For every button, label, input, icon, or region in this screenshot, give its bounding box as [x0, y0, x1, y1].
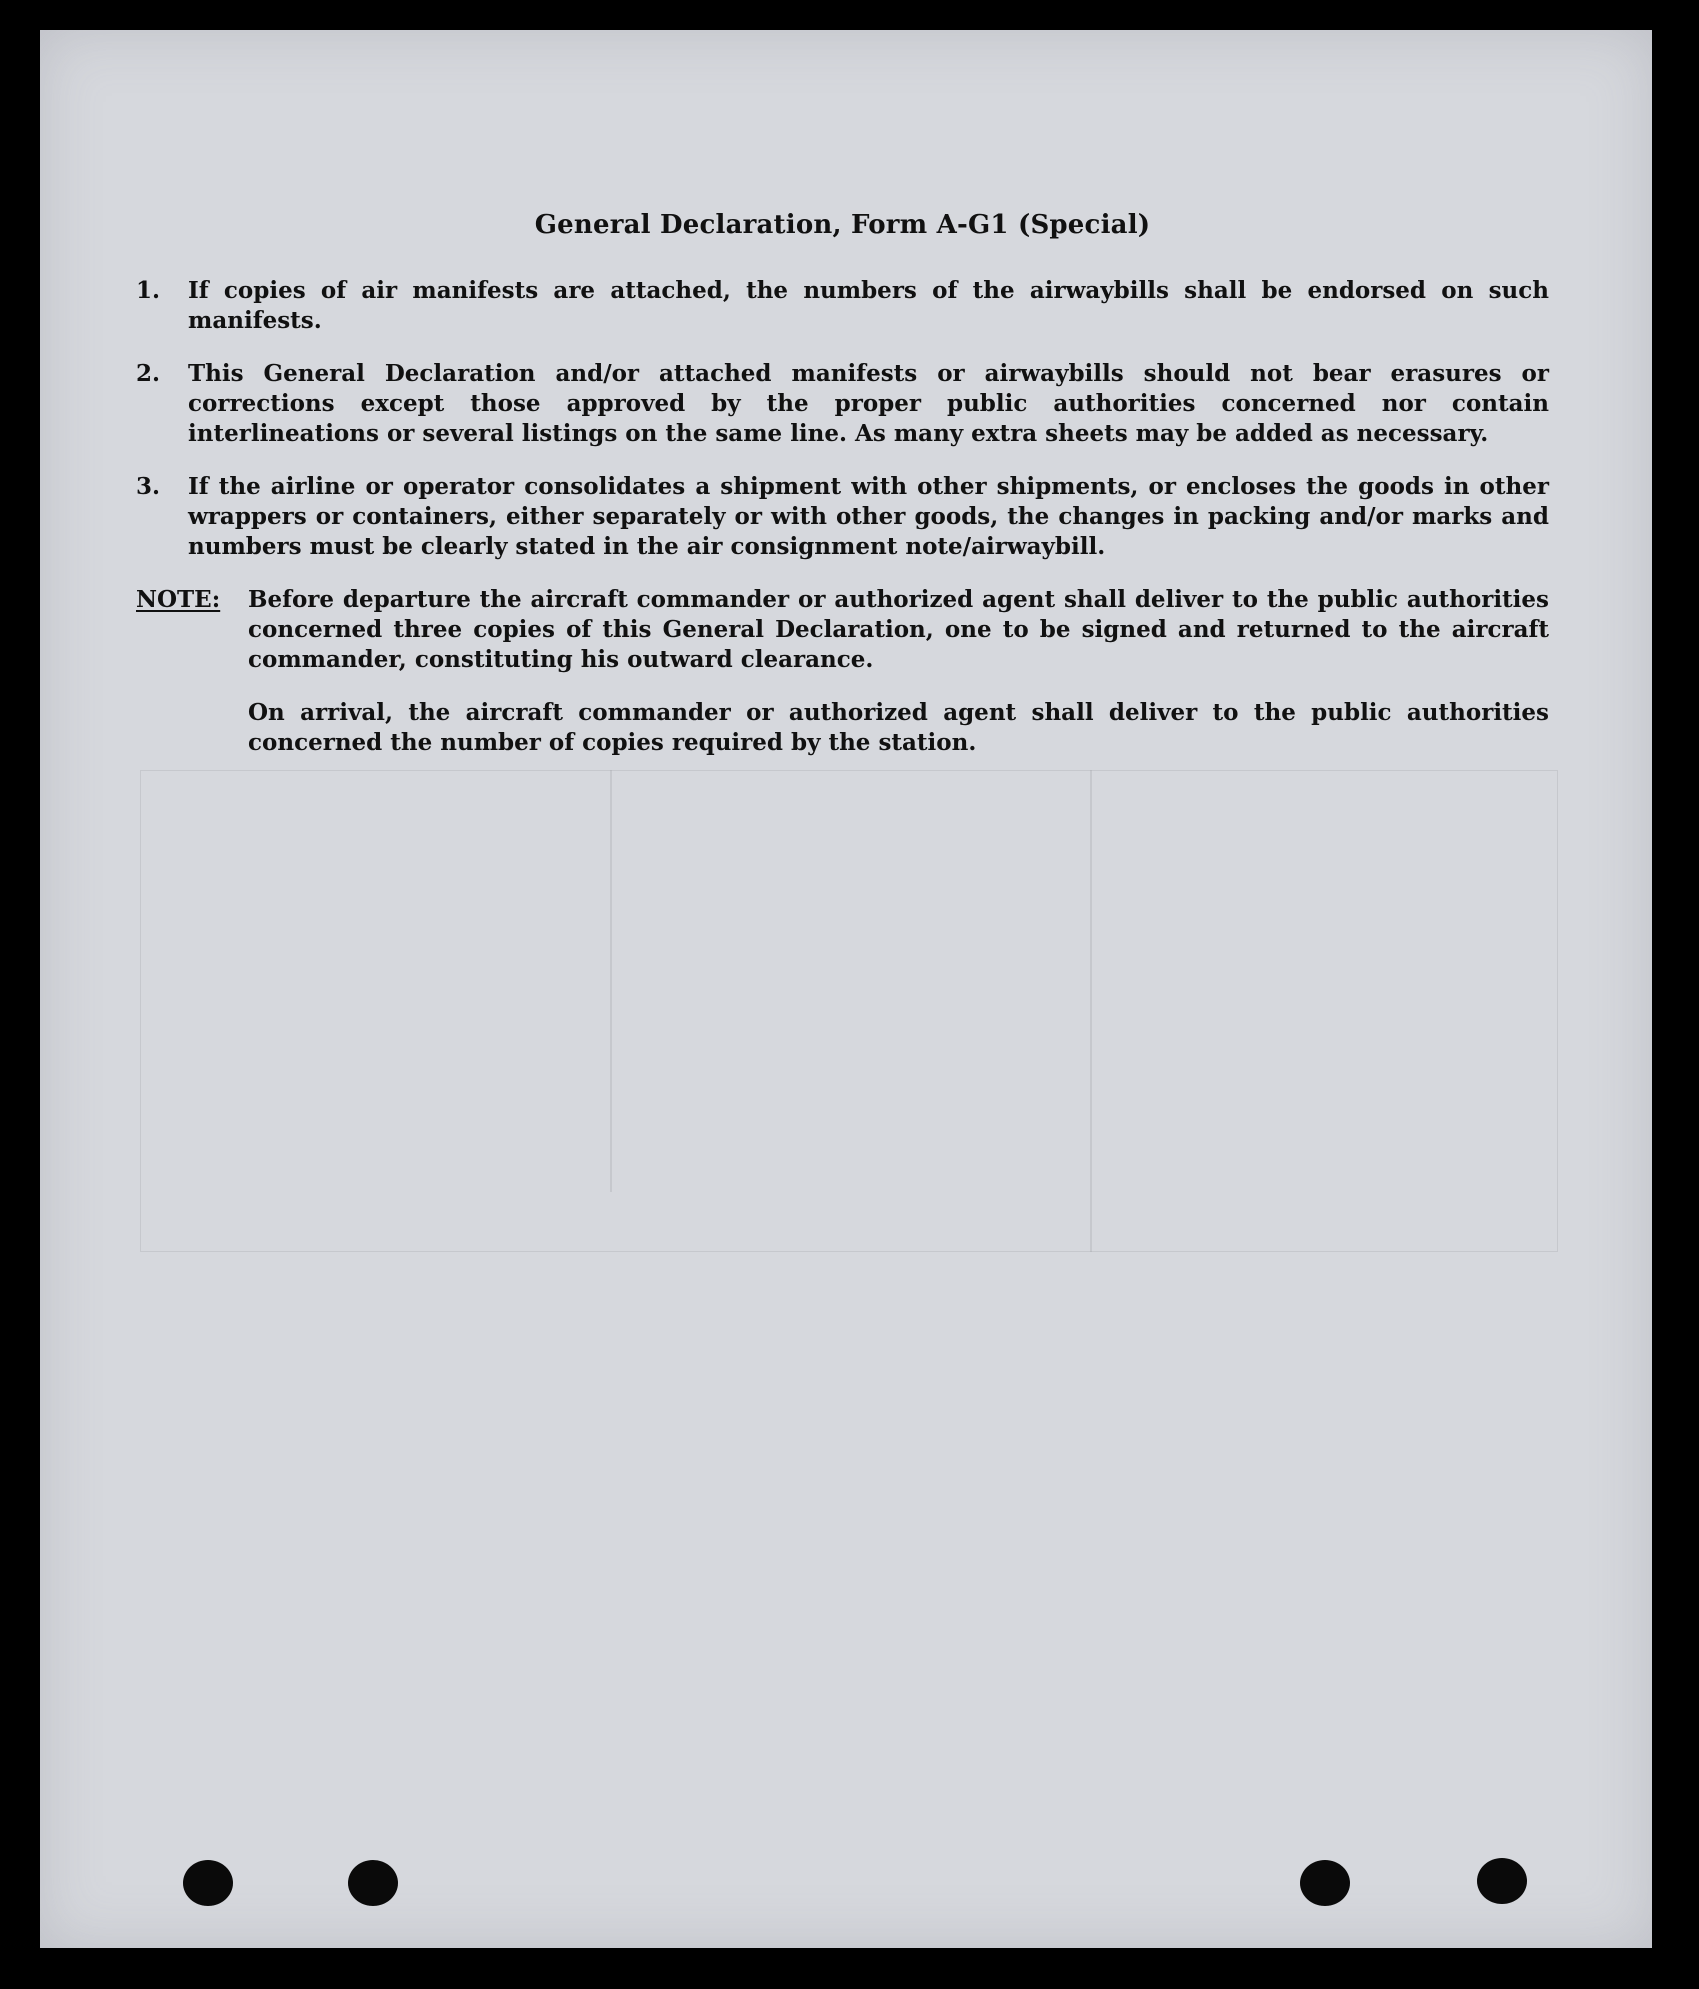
declaration-content — [136, 210, 1549, 781]
bleed-through-line — [610, 770, 612, 1192]
note-label: NOTE: — [136, 586, 221, 613]
item-number: 3. — [136, 473, 161, 500]
note-paragraph: On arrival, the aircraft commander or authorized agent shall deliver to the public authorities concerned the number of copies required by the station. — [248, 699, 1549, 756]
document-page — [40, 30, 1652, 1948]
list-item — [136, 359, 1549, 449]
item-number: 1. — [136, 277, 161, 304]
list-item — [136, 276, 1549, 336]
item-text: If copies of air manifests are attached, the numbers of the airwaybills shall be endorsed on such manifests. — [188, 277, 1549, 334]
bleed-through-table — [140, 770, 1558, 1252]
note-body — [248, 585, 1549, 781]
form-title: General Declaration, Form A-G1 (Special) — [534, 210, 1151, 240]
punch-hole — [183, 1860, 233, 1906]
item-text: If the airline or operator consolidates a shipment with other shipments, or encloses the goods in other wrappers or containers, either separately or with other goods, the changes in packing and/or marks and numbers must be clearly stated in the air consignment note/airwaybill. — [188, 473, 1549, 560]
note-paragraph: Before departure the aircraft commander or authorized agent shall deliver to the public authorities concerned three copies of this General Declaration, one to be signed and returned to the aircraft commander, constituting his outward clearance. — [248, 586, 1549, 673]
list-item — [136, 472, 1549, 562]
punch-hole — [1300, 1860, 1350, 1906]
item-text: This General Declaration and/or attached manifests or airwaybills should not bear erasures or corrections except those approved by the proper public authorities concerned nor contain interlineations or several listings on the same line. As many extra sheets may be added as necessary. — [188, 360, 1549, 447]
punch-hole — [348, 1860, 398, 1906]
punch-hole — [1477, 1858, 1527, 1904]
note-section — [136, 585, 1549, 781]
bleed-through-line — [1090, 770, 1092, 1252]
item-number: 2. — [136, 360, 161, 387]
